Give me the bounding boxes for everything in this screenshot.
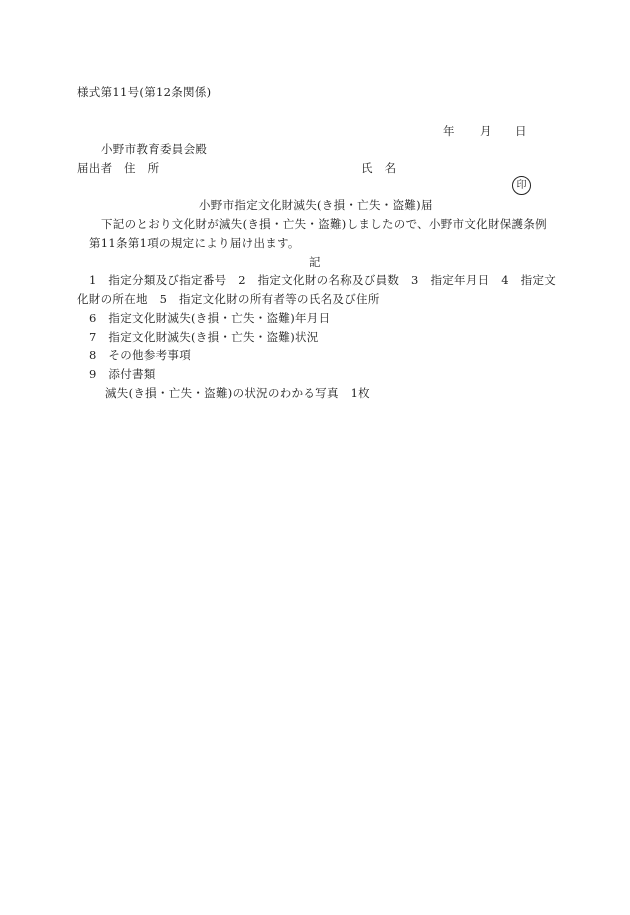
- address-label: 住 所: [124, 161, 160, 175]
- form-number: 様式第11号(第12条関係): [77, 85, 212, 99]
- date-day-label: 日: [515, 124, 527, 138]
- item-7: 7 指定文化財滅失(き損・亡失・盗難)状況: [89, 330, 319, 344]
- record-heading: 記: [309, 255, 321, 269]
- item-9: 9 添付書類: [89, 367, 156, 381]
- date-month-label: 月: [480, 124, 492, 138]
- date-year-label: 年: [443, 124, 455, 138]
- document-title: 小野市指定文化財滅失(き損・亡失・盗難)届: [199, 198, 433, 212]
- items-line-2: 化財の所在地 5 指定文化財の所有者等の氏名及び住所: [77, 292, 380, 306]
- items-line-1: 1 指定分類及び指定番号 2 指定文化財の名称及び員数 3 指定年月日 4 指定文: [89, 273, 557, 287]
- name-label: 氏 名: [361, 161, 397, 175]
- item-6: 6 指定文化財滅失(き損・亡失・盗難)年月日: [89, 311, 331, 325]
- body-line-1: 下記のとおり文化財が滅失(き損・亡失・盗難)しましたので、小野市文化財保護条例: [101, 217, 547, 231]
- item-8: 8 その他参考事項: [89, 348, 192, 362]
- addressee: 小野市教育委員会殿: [101, 142, 208, 156]
- notifier-label: 届出者: [77, 161, 113, 175]
- seal-mark: 印: [512, 176, 531, 195]
- attachment-line: 滅失(き損・亡失・盗難)の状況のわかる写真 1枚: [105, 386, 370, 400]
- body-line-2: 第11条第1項の規定により届け出ます。: [89, 236, 300, 250]
